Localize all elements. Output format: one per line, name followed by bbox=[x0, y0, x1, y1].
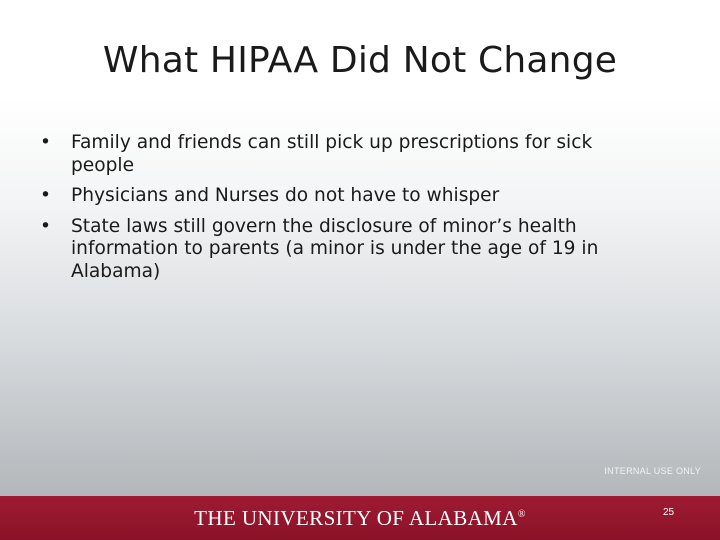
page-number: 25 bbox=[663, 507, 675, 518]
slide-title: What HIPAA Did Not Change bbox=[102, 40, 618, 81]
footer-bar bbox=[0, 496, 720, 540]
bullet-dot-icon: • bbox=[40, 215, 51, 237]
bullet-item bbox=[40, 216, 640, 284]
bullet-item bbox=[40, 132, 640, 177]
classification-label: INTERNAL USE ONLY bbox=[604, 466, 701, 476]
bullet-text: State laws still govern the disclosure of minor’s health information to parents (a minor is under the age of 19 in Alabama) bbox=[71, 215, 599, 282]
bullet-text: Family and friends can still pick up prescriptions for sick people bbox=[71, 132, 593, 176]
bullet-list bbox=[40, 132, 640, 291]
bullet-item bbox=[40, 185, 640, 208]
bullet-dot-icon: • bbox=[40, 132, 51, 153]
registered-mark: ® bbox=[517, 509, 526, 520]
bullet-dot-icon: • bbox=[40, 185, 51, 206]
bullet-text: Physicians and Nurses do not have to whisper bbox=[71, 185, 500, 206]
university-wordmark bbox=[0, 506, 720, 531]
wordmark-text: THE UNIVERSITY OF ALABAMA bbox=[194, 506, 518, 530]
